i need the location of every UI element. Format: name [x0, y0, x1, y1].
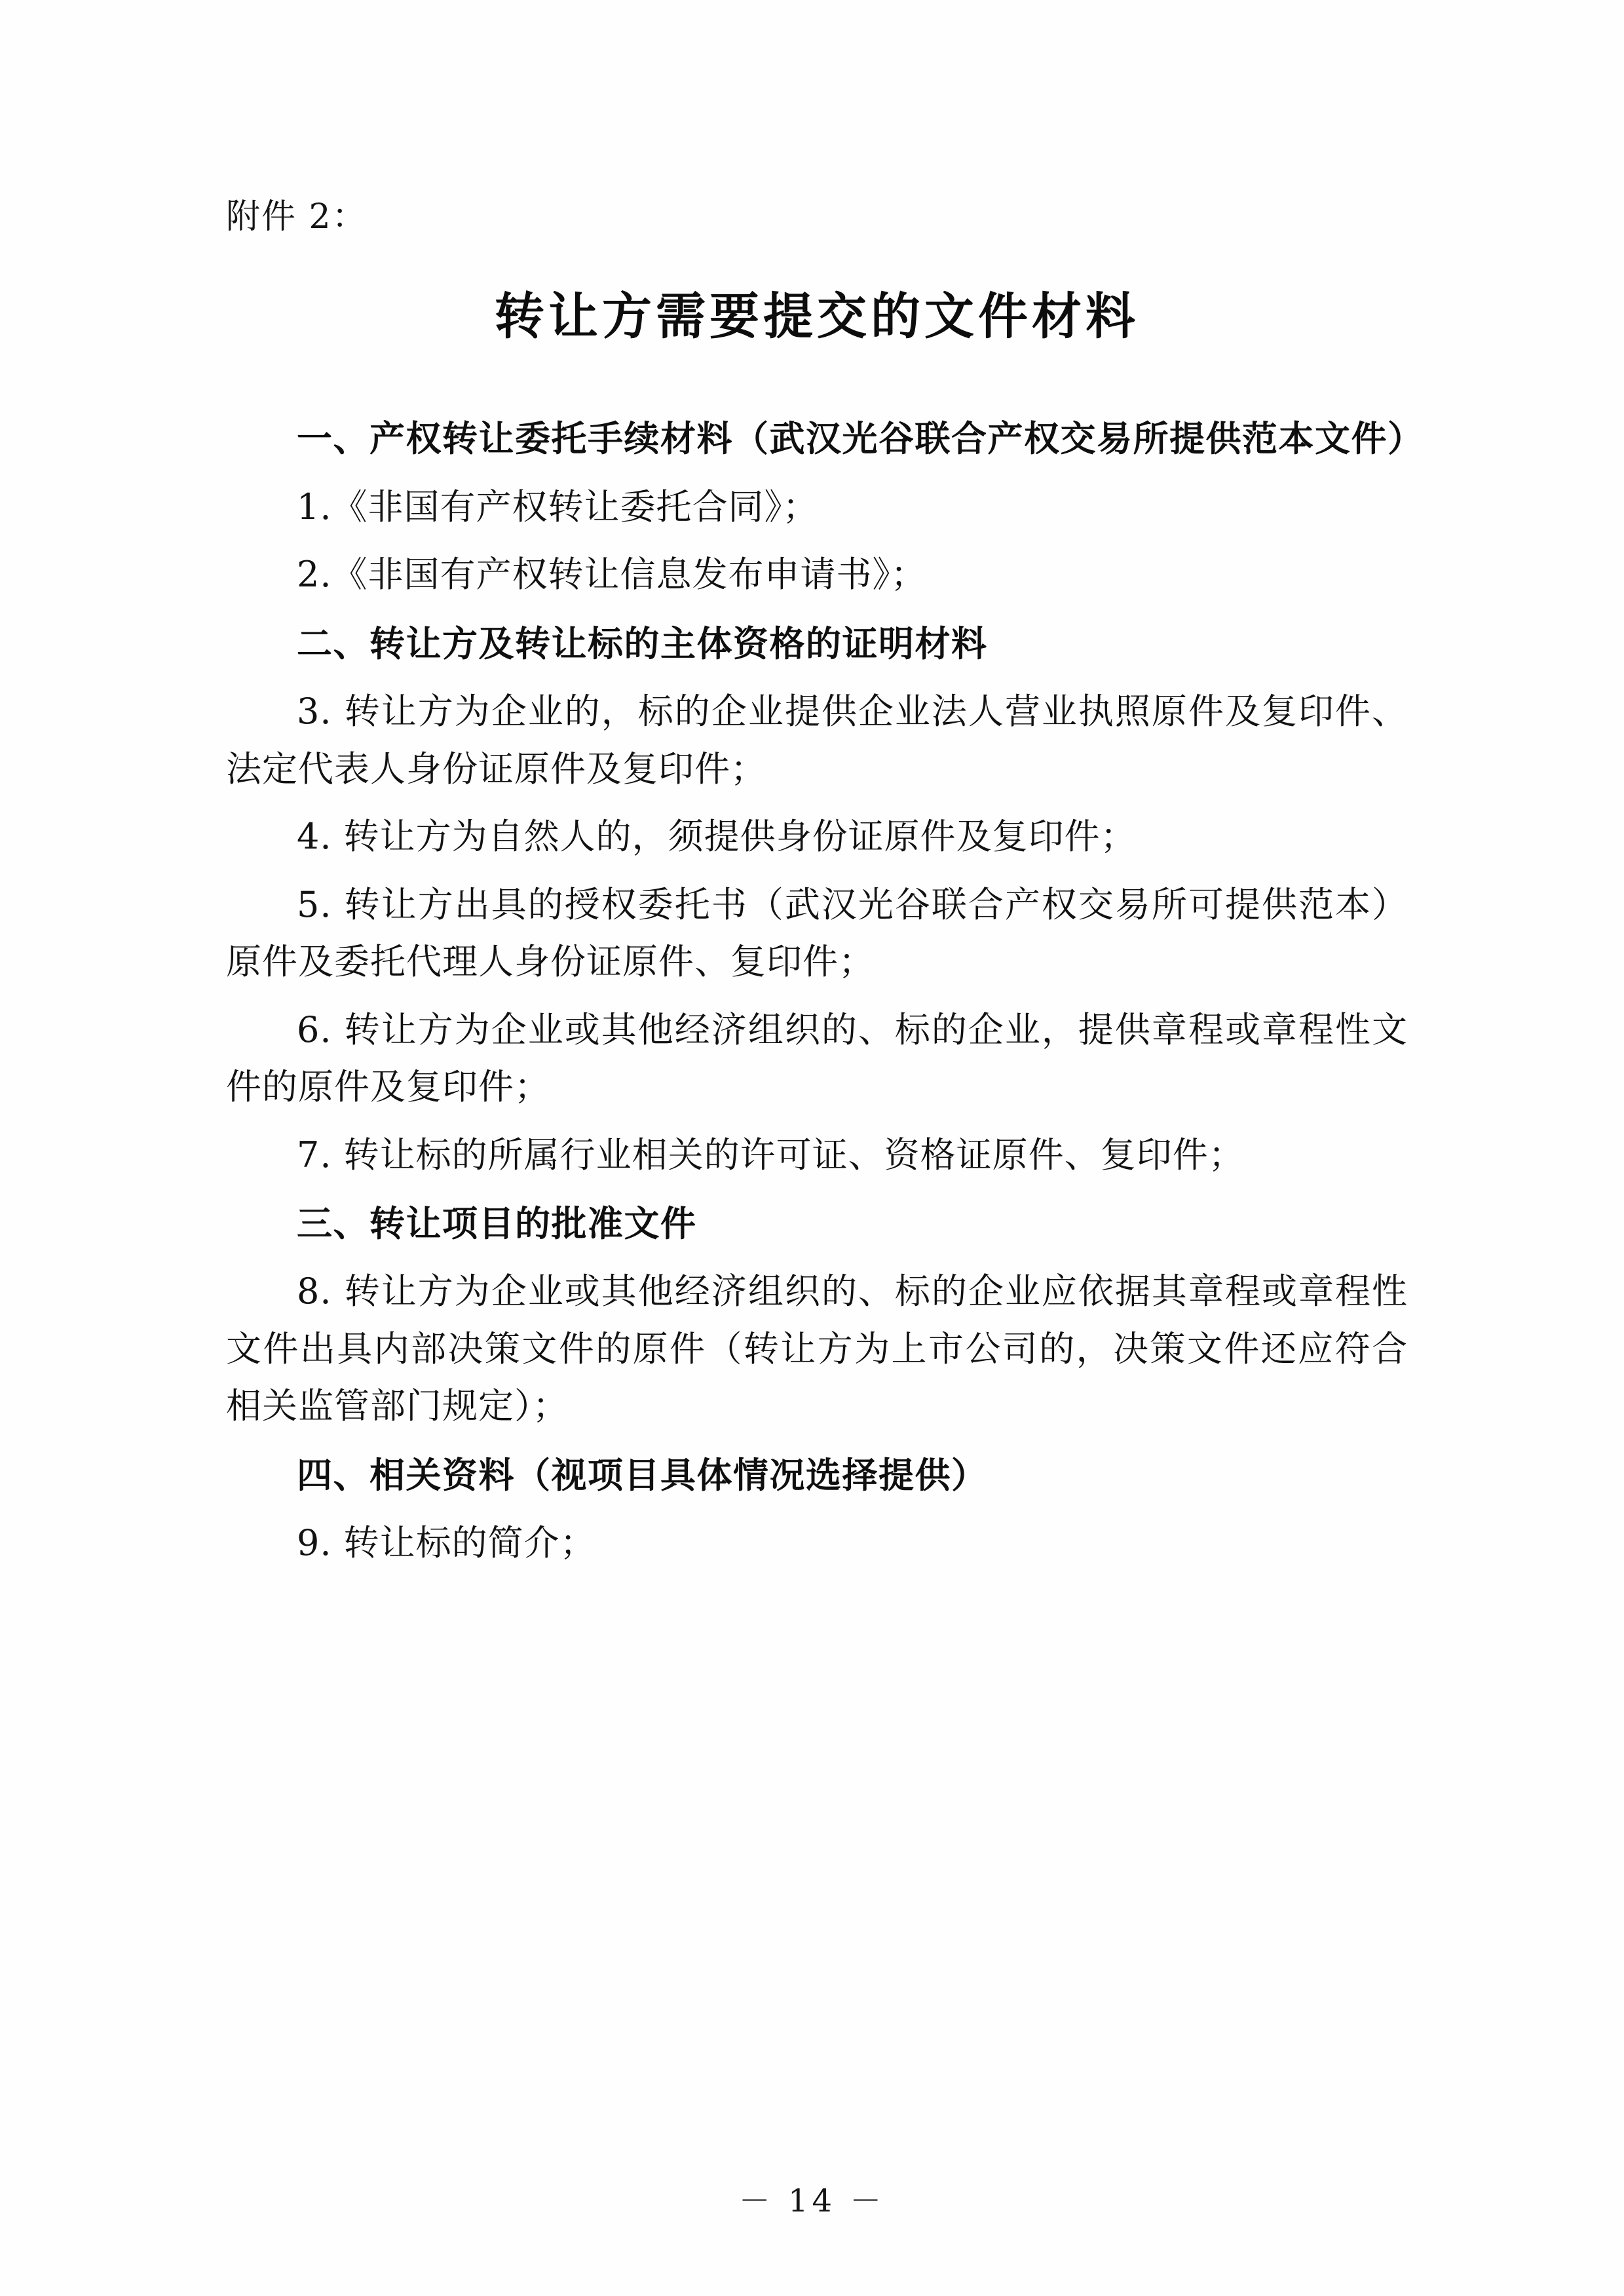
list-item-3: 3. 转让方为企业的，标的企业提供企业法人营业执照原件及复印件、法定代表人身份证原件及复印件； [226, 691, 1408, 790]
list-item-5: 5. 转让方出具的授权委托书（武汉光谷联合产权交易所可提供范本）原件及委托代理人身份证原件、复印件； [226, 883, 1408, 983]
list-item-4: 4. 转让方为自然人的，须提供身份证原件及复印件； [297, 816, 1137, 858]
list-item-9: 9. 转让标的简介； [297, 1522, 596, 1564]
page-number: － 14 － [738, 2183, 886, 2219]
list-item-6: 6. 转让方为企业或其他经济组织的、标的企业，提供章程或章程性文件的原件及复印件； [226, 1008, 1408, 1108]
page-title: 转让方需要提交的文件材料 [495, 287, 1139, 346]
section-heading-4: 四、相关资料（视项目具体情况选择提供） [297, 1453, 988, 1496]
list-item-7: 7. 转让标的所属行业相关的许可证、资格证原件、复印件； [297, 1134, 1245, 1176]
section-heading-2: 二、转让方及转让标的主体资格的证明材料 [297, 622, 988, 664]
list-item-8: 8. 转让方为企业或其他经济组织的、标的企业应依据其章程或章程性文件出具内部决策文件的原件（转让方为上市公司的，决策文件还应符合相关监管部门规定）； [226, 1271, 1408, 1427]
section-heading-3: 三、转让项目的批准文件 [297, 1202, 697, 1245]
attachment-label: 附件 2： [226, 197, 368, 237]
document-body [226, 410, 1424, 1571]
section-heading-1: 一、产权转让委托手续材料（武汉光谷联合产权交易所提供范本文件） [297, 417, 1424, 460]
list-item-2: 2.《非国有产权转让信息发布申请书》； [297, 554, 927, 596]
list-item-1: 1.《非国有产权转让委托合同》； [297, 486, 819, 527]
